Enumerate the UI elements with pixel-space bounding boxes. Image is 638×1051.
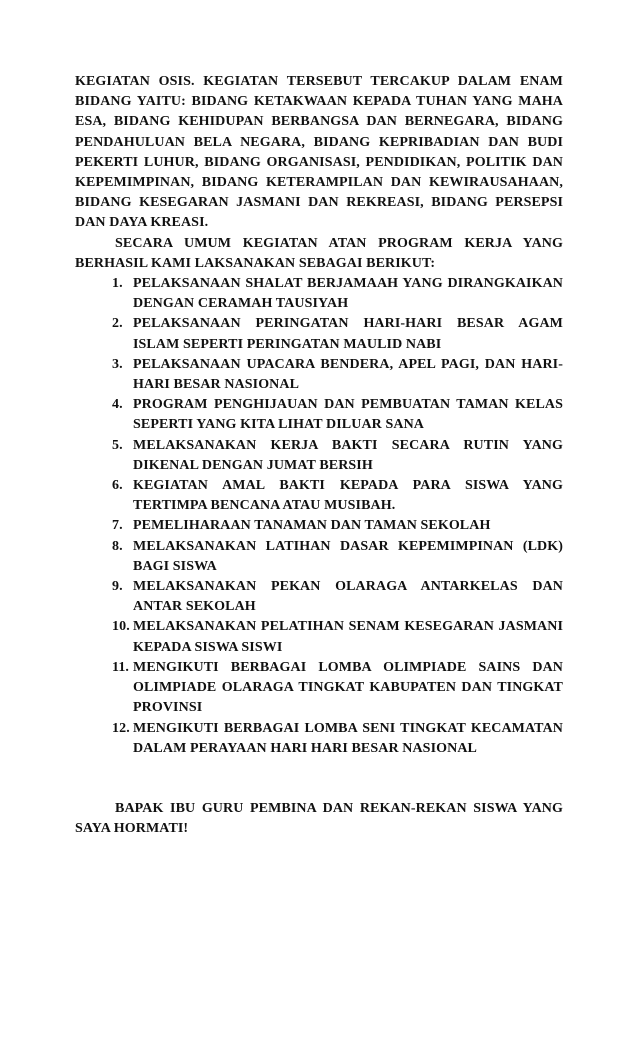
list-item-text: PELAKSANAAN PERINGATAN HARI-HARI BESAR AGAM ISLAM SEPERTI PERINGATAN MAULID NABI [133, 316, 563, 352]
list-item [112, 617, 563, 657]
list-item-text: MELAKSANAKAN KERJA BAKTI SECARA RUTIN YANG DIKENAL DENGAN JUMAT BERSIH [133, 437, 563, 473]
list-item-text: KEGIATAN AMAL BAKTI KEPADA PARA SISWA YANG TERTIMPA BENCANA ATAU MUSIBAH. [133, 478, 563, 514]
list-item-number: 7. [112, 518, 123, 534]
list-item [112, 719, 563, 759]
list-item [112, 537, 563, 577]
list-item-number: 10. [112, 619, 130, 635]
list-item-text: MELAKSANAKAN LATIHAN DASAR KEPEMIMPINAN (LDK) BAGI SISWA [133, 538, 563, 574]
spacer [75, 759, 563, 799]
list-item-text: PELAKSANAAN SHALAT BERJAMAAH YANG DIRANGKAIKAN DENGAN CERAMAH TAUSIYAH [133, 276, 563, 312]
list-item-text: PEMELIHARAAN TANAMAN DAN TAMAN SEKOLAH [133, 518, 491, 534]
list-item [112, 355, 563, 395]
list-item-number: 9. [112, 579, 123, 595]
document-page [75, 72, 563, 839]
list-item-number: 5. [112, 437, 123, 453]
list-item-text: MELAKSANAKAN PEKAN OLARAGA ANTARKELAS DAN ANTAR SEKOLAH [133, 579, 563, 615]
list-item-number: 3. [112, 356, 123, 372]
list-item-text: MENGIKUTI BERBAGAI LOMBA OLIMPIADE SAINS DAN OLIMPIADE OLARAGA TINGKAT KABUPATEN DAN TINGKAT PROVINSI [133, 659, 563, 716]
list-item [112, 516, 563, 536]
program-list [75, 274, 563, 759]
list-item-text: PELAKSANAAN UPACARA BENDERA, APEL PAGI, DAN HARI-HARI BESAR NASIONAL [133, 356, 563, 393]
list-item [112, 436, 563, 476]
list-item-number: 6. [112, 478, 123, 494]
list-item-number: 1. [112, 276, 123, 292]
list-item-text: PROGRAM PENGHIJAUAN DAN PEMBUATAN TAMAN KELAS SEPERTI YANG KITA LIHAT DILUAR SANA [133, 397, 563, 433]
list-item-number: 4. [112, 397, 123, 413]
closing-paragraph: BAPAK IBU GURU PEMBINA DAN REKAN-REKAN SISWA YANG SAYA HORMATI! [75, 800, 563, 837]
list-item-number: 11. [112, 659, 130, 675]
list-item-number: 12. [112, 720, 130, 736]
list-item-number: 8. [112, 538, 123, 554]
list-item [112, 476, 563, 516]
list-item [112, 395, 563, 435]
list-item [112, 314, 563, 354]
list-item-text: MENGIKUTI BERBAGAI LOMBA SENI TINGKAT KECAMATAN DALAM PERAYAAN HARI HARI BESAR NASIONAL [133, 720, 563, 756]
list-item [112, 274, 563, 314]
list-item [112, 658, 563, 719]
list-item-number: 2. [112, 316, 123, 332]
intro-paragraph: KEGIATAN OSIS. KEGIATAN TERSEBUT TERCAKUP DALAM ENAM BIDANG YAITU: BIDANG KETAKWAAN KEPADA TUHAN YANG MAHA ESA, BIDANG KEHIDUPAN BERBANGSA DAN BERNEGARA, BIDANG PENDAHULUAN BELA NEGARA, BIDANG KEPRIBADIAN DAN BUDI PEKERTI LUHUR, BIDANG ORGANISASI, PENDIDIKAN, POLITIK DAN KEPEMIMPINAN, BIDANG KETERAMPILAN DAN KEWIRAUSAHAAN, BIDANG KESEGARAN JASMANI DAN REKREASI, BIDANG PERSEPSI DAN DAYA KREASI. [75, 74, 563, 231]
list-intro-paragraph: SECARA UMUM KEGIATAN ATAN PROGRAM KERJA YANG BERHASIL KAMI LAKSANAKAN SEBAGAI BERIKUT: [75, 235, 563, 271]
list-item [112, 577, 563, 617]
list-item-text: MELAKSANAKAN PELATIHAN SENAM KESEGARAN JASMANI KEPADA SISWA SISWI [133, 619, 563, 655]
